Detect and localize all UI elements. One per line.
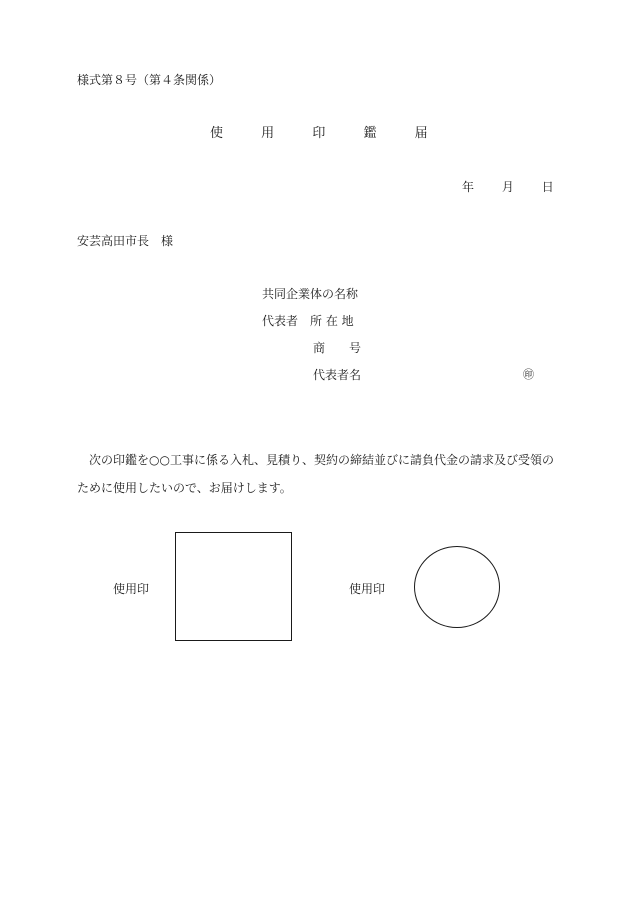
title-char: 届 (414, 126, 428, 141)
title-char: 鑑 (363, 126, 377, 141)
date-day: 日 (541, 180, 554, 194)
title-char: 用 (261, 126, 275, 141)
square-seal-label: 使用印 (113, 582, 150, 596)
trade-name-label: 商 号 (313, 341, 362, 355)
jv-name-label: 共同企業体の名称 (262, 287, 359, 301)
representative-address-label: 代表者 所 在 地 (262, 314, 354, 328)
date-line (462, 181, 554, 193)
document-title (210, 127, 428, 140)
seal-mark: ㊞ (523, 368, 534, 381)
body-paragraph: 次の印鑑を○○工事に係る入札、見積り、契約の締結並びに請負代金の請求及び受領のために使用したいので、お届けします。 (77, 453, 554, 495)
date-year: 年 (462, 180, 475, 194)
title-char: 使 (210, 126, 224, 141)
square-seal-box (175, 532, 292, 641)
round-seal-circle (414, 546, 500, 628)
form-number: 様式第８号（第４条関係） (77, 73, 222, 87)
representative-name-label: 代表者名 (313, 368, 362, 382)
round-seal-label: 使用印 (349, 582, 386, 596)
title-char: 印 (312, 126, 326, 141)
date-month: 月 (501, 180, 514, 194)
addressee: 安芸高田市長 様 (77, 234, 174, 248)
